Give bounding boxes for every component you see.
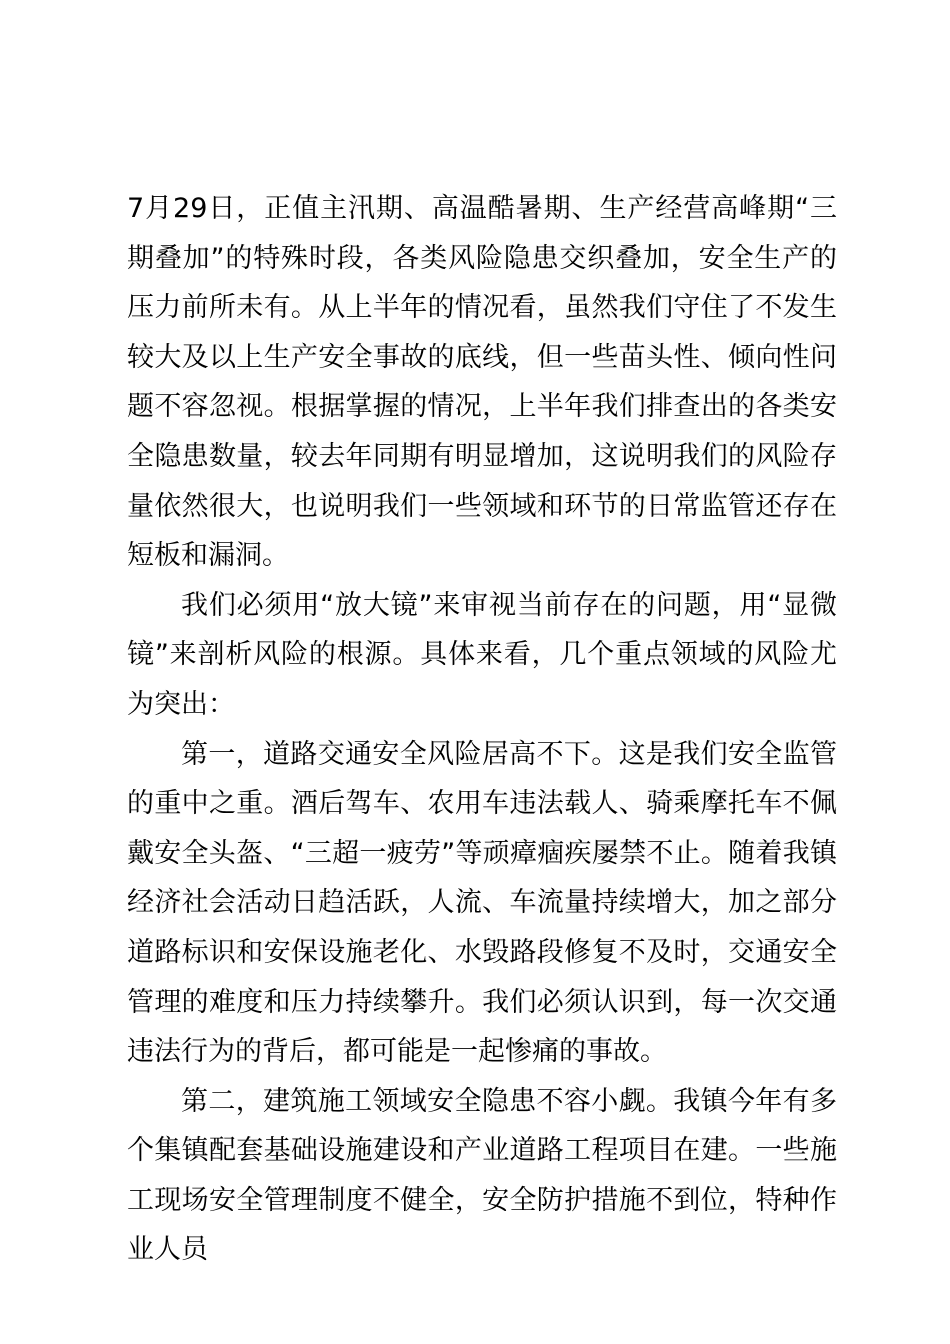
paragraph-3: 第一，道路交通安全风险居高不下。这是我们安全监管的重中之重。酒后驾车、农用车违法载人、骑乘摩托车不佩戴安全头盔、“三超一疲劳”等顽瘴痼疾屡禁不止。随着我镇经济社会活动日趋活跃，人流、车流量持续增大，加之部分道路标识和安保设施老化、水毁路段修复不及时，交通安全管理的难度和压力持续攀升。我们必须认识到，每一次交通违法行为的背后，都可能是一起惨痛的事故。 bbox=[127, 738, 837, 1068]
paragraph-1: 7月29日，正值主汛期、高温酷暑期、生产经营高峰期“三期叠加”的特殊时段，各类风险隐患交织叠加，安全生产的压力前所未有。从上半年的情况看，虽然我们守住了不发生较大及以上生产安全事故的底线，但一些苗头性、倾向性问题不容忽视。根据掌握的情况，上半年我们排查出的各类安全隐患数量，较去年同期有明显增加，这说明我们的风险存量依然很大，也说明我们一些领域和环节的日常监管还存在短板和漏洞。 bbox=[127, 193, 837, 572]
paragraph-4: 第二，建筑施工领域安全隐患不容小觑。我镇今年有多个集镇配套基础设施建设和产业道路工程项目在建。一些施工现场安全管理制度不健全，安全防护措施不到位，特种作业人员 bbox=[127, 1085, 837, 1266]
document-body bbox=[127, 184, 837, 1275]
paragraph-2: 我们必须用“放大镜”来审视当前存在的问题，用“显微镜”来剖析风险的根源。具体来看，几个重点领域的风险尤为突出： bbox=[127, 589, 837, 720]
